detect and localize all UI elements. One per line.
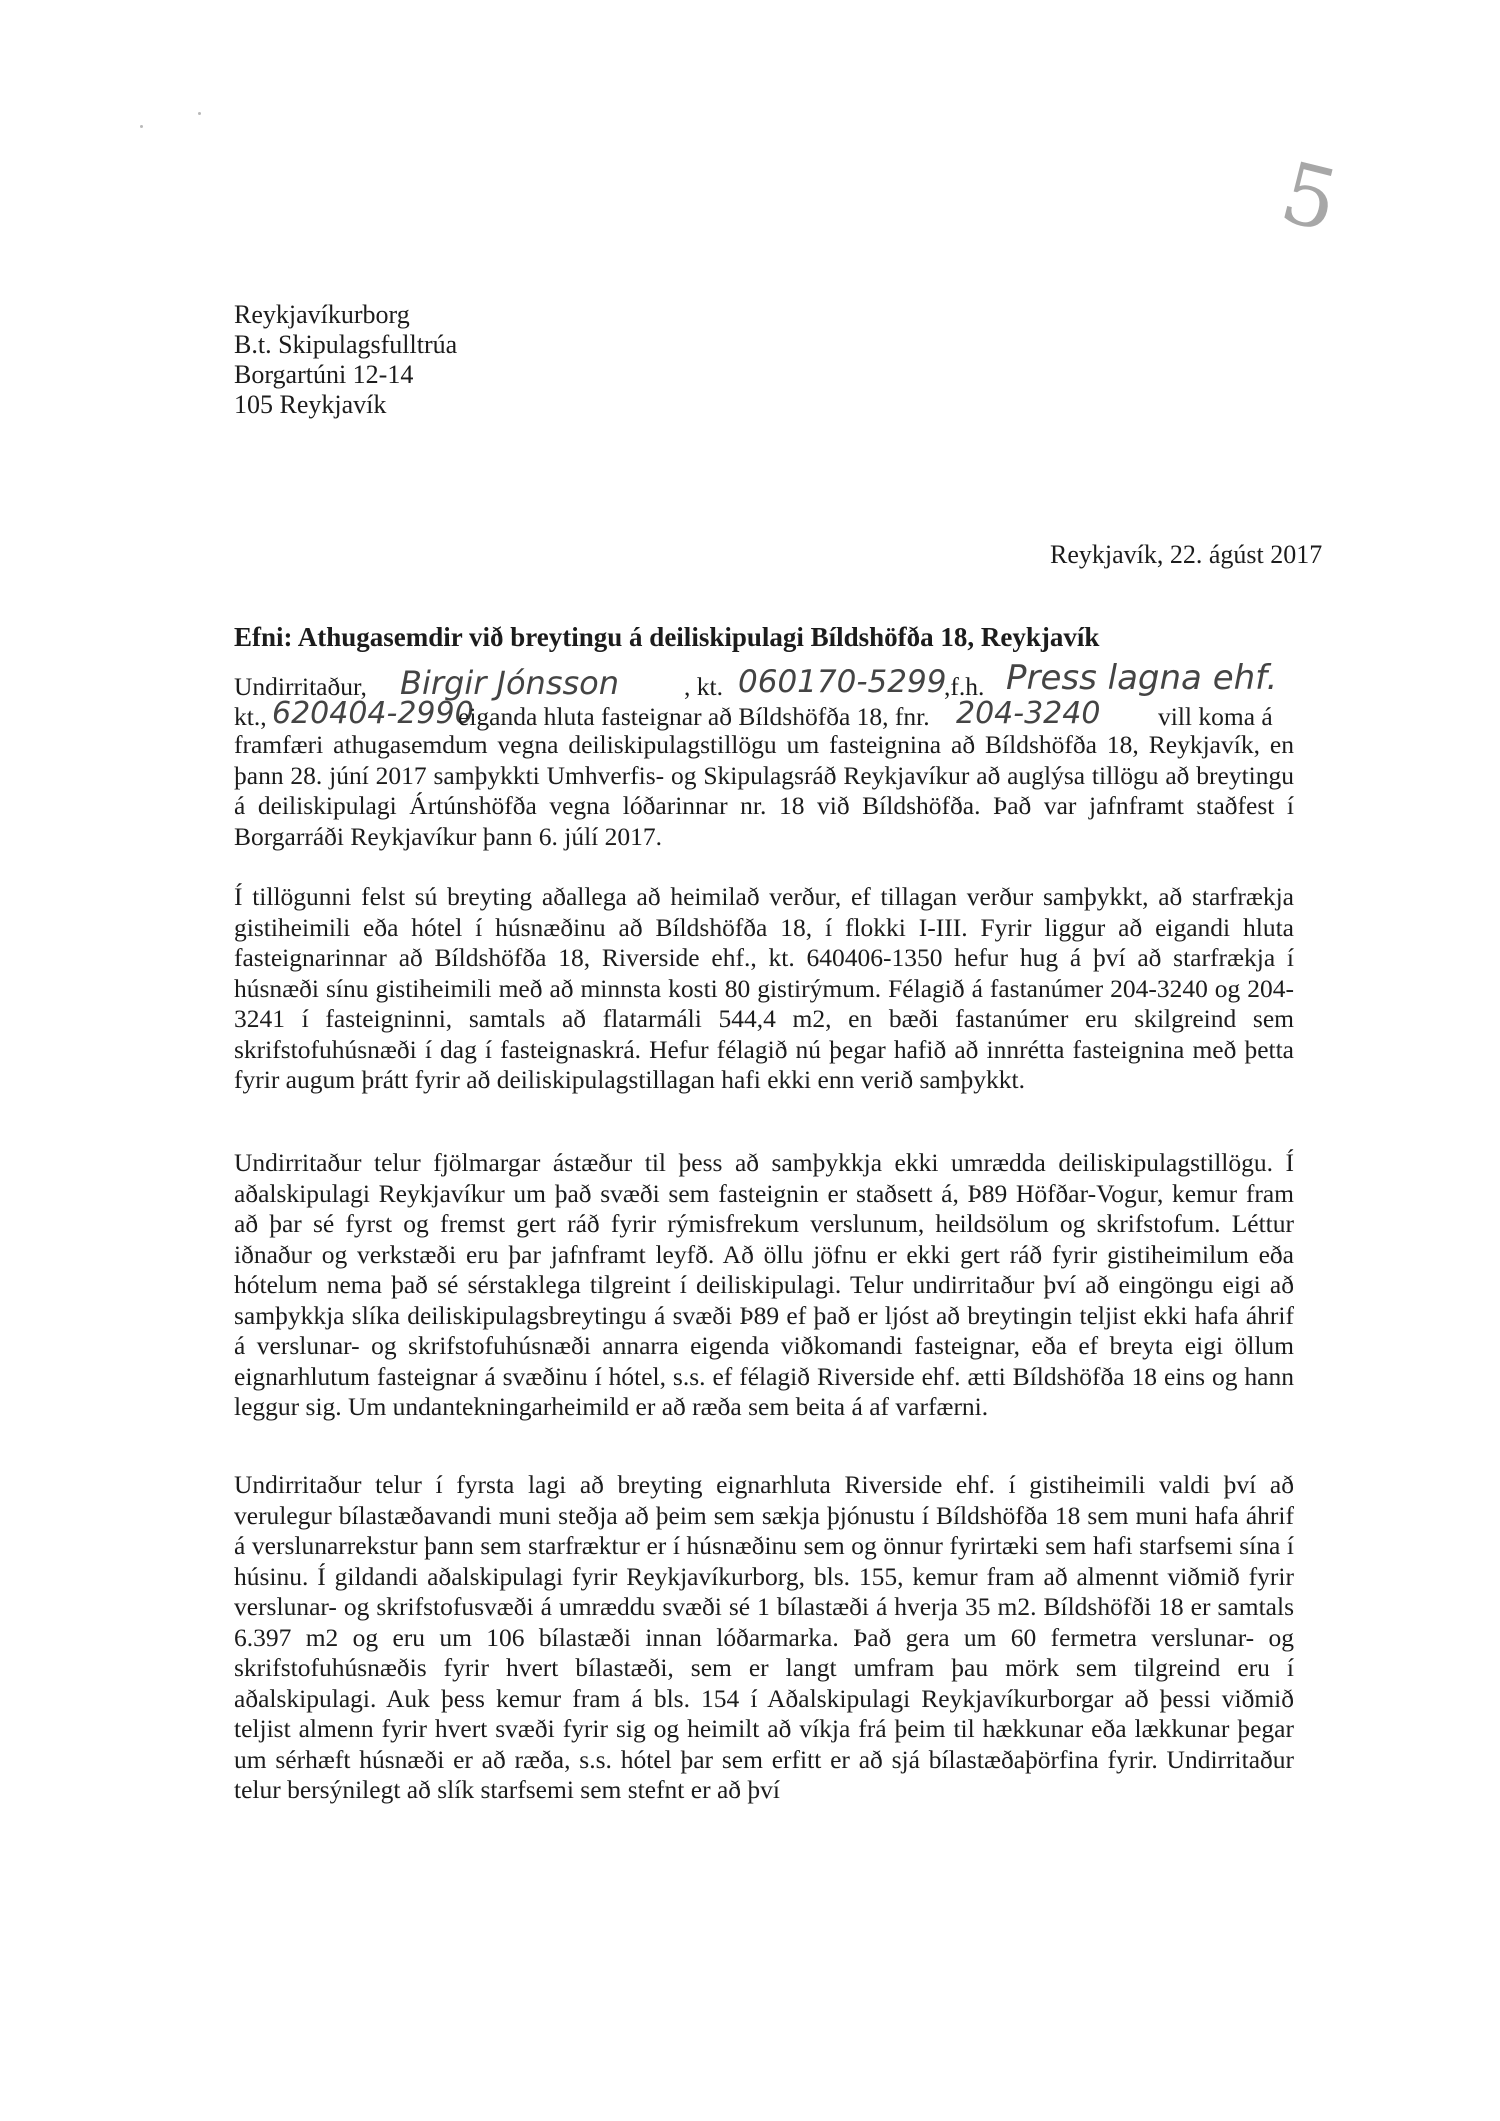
handwritten-name: Birgir Jónsson (400, 664, 620, 702)
kt-label: , kt. (684, 672, 723, 701)
recipient-line-1: Reykjavíkurborg (234, 300, 410, 329)
handwritten-fnr: 204-3240 (956, 696, 1101, 731)
owner-text-tail: vill koma á (1158, 702, 1273, 731)
paragraph-proposal: Í tillögunni felst sú breyting aðallega að heimilað verður, ef tillagan verður samþykkt, að starfrækja gistiheimili eða hótel í húsnæðinu að Bíldshöfða 18, í flokki I-III. Fyrir liggur að eigandi hluta fasteignarinnar að Bíldshöfða 18, Riverside ehf., kt. 640406-1350 hefur hug á því að starfrækja í húsnæði sínu gistiheimili með að minnsta kosti 80 gistirýmum. Félagið á fastanúmer 204-3240 og 204-3241 í fasteigninni, samtals að flatarmáli 544,4 m2, en bæði fastanúmer eru skilgreind sem skrifstofuhúsnæði í dag í fasteignaskrá. Hefur félagið nú þegar hafið að innrétta fasteignina með þetta fyrir augum þrátt fyrir að deiliskipulagstillagan hafi ekki enn verið samþykkt. (234, 882, 1294, 1094)
paragraph-intro: framfæri athugasemdum vegna deiliskipulagstillögu um fasteignina að Bíldshöfða 18, Reykjavík, en þann 28. júní 2017 samþykkti Umhverfis- og Skipulagsráð Reykjavíkur að auglýsa tillögu að breytingu á deiliskipulagi Ártúnshöfða vegna lóðarinnar nr. 18 við Bíldshöfða. Það var jafnframt staðfest í Borgarráði Reykjavíkur þann 6. júlí 2017. (234, 730, 1294, 851)
paragraph-objections: Undirritaður telur fjölmargar ástæður til þess að samþykkja ekki umrædda deiliskipulagstillögu. Í aðalskipulagi Reykjavíkur um það svæði sem fasteignin er staðsett á, Þ89 Höfðar-Vogur, kemur fram að þar sé fyrst og fremst gert ráð fyrir rýmisfrekum verslunum, heildsölum og skrifstofum. Léttur iðnaður og verkstæði eru þar jafnframt leyfð. Að öllu jöfnu er ekki gert ráð fyrir gistiheimilum eða hótelum nema það sé sérstaklega tilgreint í deiliskipulagi. Telur undirritaður því að eingöngu eigi að samþykkja slíka deiliskipulagsbreytingu á svæði Þ89 ef það er ljóst að breytingin teljist ekki hafa áhrif á verslunar- og skrifstofuhúsnæði annarra eigenda viðkomandi fasteignar, eða ef breyta eigi öllum eignarhlutum fasteignar á svæðinu í hótel, s.s. ef félagið Riverside ehf. ætti Bíldshöfða 18 eins og hann leggur sig. Um undantekningarheimild er að ræða sem beita á af varfærni. (234, 1148, 1294, 1421)
recipient-address (234, 300, 457, 420)
recipient-line-4: 105 Reykjavík (234, 390, 387, 419)
handwritten-company: Press lagna ehf. (1006, 658, 1278, 698)
owner-text: eiganda hluta fasteignar að Bíldshöfða 18, fnr. (458, 702, 930, 731)
letter-subject: Efni: Athugasemdir við breytingu á deiliskipulagi Bíldshöfða 18, Reykjavík (234, 622, 1100, 652)
page-number-mark: 5 (1271, 142, 1348, 252)
paragraph-parking: Undirritaður telur í fyrsta lagi að breyting eignarhluta Riverside ehf. í gistiheimili valdi því að verulegur bílastæðavandi muni steðja að þeim sem sækja þjónustu í Bíldshöfða 18 sem muni hafa áhrif á verslunarrekstur þann sem starfræktur er í húsnæðinu sem og önnur fyrirtæki sem hafi starfsemi sína í húsinu. Í gildandi aðalskipulagi fyrir Reykjavíkurborg, bls. 155, kemur fram að almennt viðmið fyrir verslunar- og skrifstofusvæði á umræddu svæði sé 1 bílastæði á hverja 35 m2. Bíldshöfði 18 er samtals 6.397 m2 og eru um 106 bílastæði innan lóðarmarka. Það gera um 60 fermetra verslunar- og skrifstofuhúsnæðis fyrir hvert bílastæði, sem er langt umfram þau mörk sem tilgreind eru í aðalskipulagi. Auk þess kemur fram á bls. 154 í Aðalskipulagi Reykjavíkurborgar að þessi viðmið teljist almenn fyrir hvert svæði fyrir sig og heimilt að víkja frá þeim til hækkunar eða lækkunar þegar um sérhæft húsnæði er að ræða, s.s. hótel þar sem erfitt er að sjá bílastæðaþörfina fyrir. Undirritaður telur bersýnilegt að slík starfsemi sem stefnt er að því (234, 1470, 1294, 1804)
recipient-line-3: Borgartúni 12-14 (234, 360, 414, 389)
company-kt-label: kt., (234, 702, 267, 731)
letter-date: Reykjavík, 22. ágúst 2017 (1050, 540, 1323, 569)
recipient-line-2: B.t. Skipulagsfulltrúa (234, 330, 458, 359)
fh-label: ,f.h. (944, 672, 985, 701)
handwritten-kt: 060170-5299 (738, 664, 947, 700)
signatory-label: Undirritaður, (234, 672, 367, 701)
scan-speck (140, 125, 143, 128)
scan-speck (198, 112, 201, 115)
handwritten-company-kt: 620404-2990 (272, 696, 474, 731)
